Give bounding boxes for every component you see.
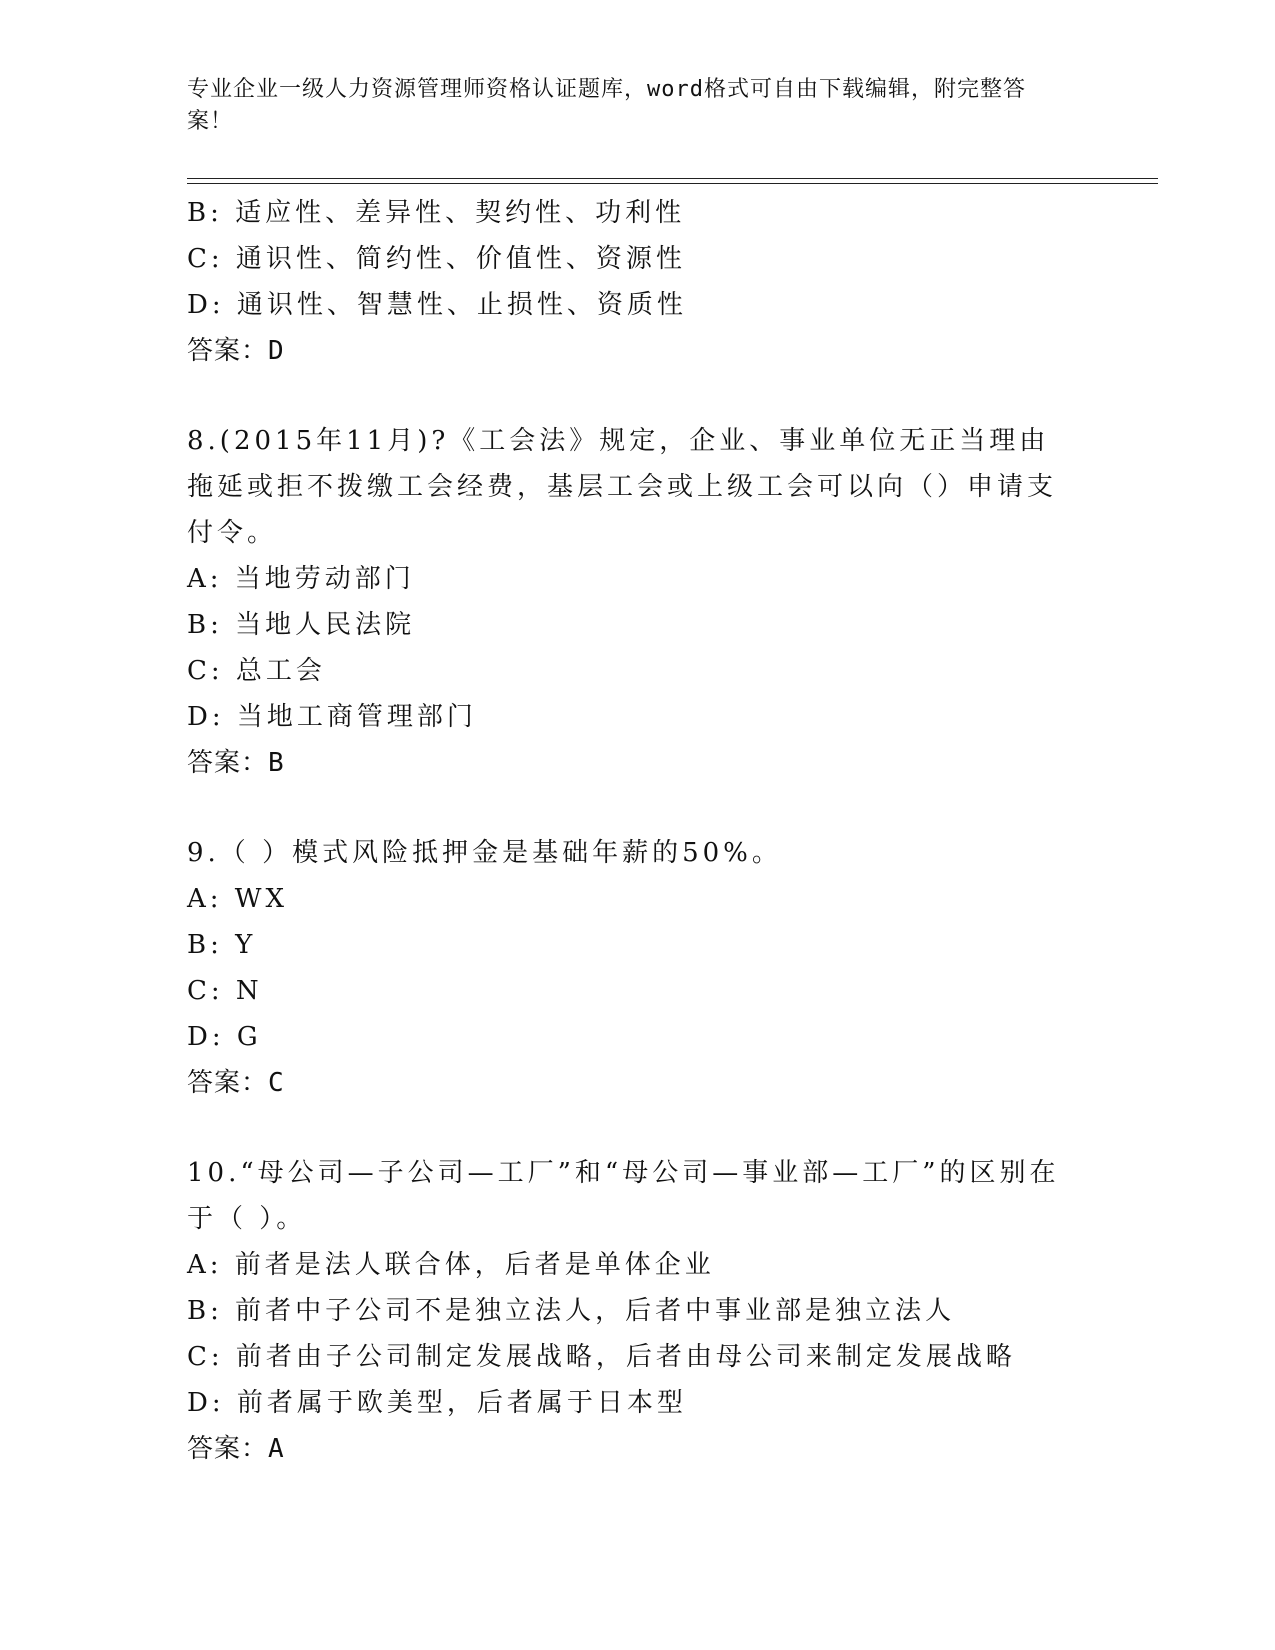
question-8 — [187, 418, 1087, 786]
question-text: 9.（ ）模式风险抵押金是基础年薪的50%。 — [187, 838, 782, 868]
answer-line: 答案：C — [187, 1068, 285, 1098]
question-text: 8.(2015年11月)?《工会法》规定，企业、事业单位无正当理由拖延或拒不拨缴工会经费，基层工会或上级工会可以向（）申请支付令。 — [187, 426, 1058, 548]
question-9 — [187, 830, 1087, 1106]
option-d: D: G — [187, 1022, 262, 1052]
option-d: D: 前者属于欧美型，后者属于日本型 — [187, 1388, 687, 1418]
option-c: C: 前者由子公司制定发展战略，后者由母公司来制定发展战略 — [187, 1342, 1016, 1372]
answer-line: 答案：A — [187, 1434, 285, 1464]
option-b: B: 适应性、差异性、契约性、功利性 — [187, 198, 686, 228]
question-7-continued — [187, 190, 1087, 374]
option-a: A: 当地劳动部门 — [187, 564, 415, 594]
option-d: D: 通识性、智慧性、止损性、资质性 — [187, 290, 687, 320]
header-divider-top — [187, 178, 1158, 179]
question-text: 10.“母公司—子公司—工厂”和“母公司—事业部—工厂”的区别在于（ ）。 — [187, 1158, 1060, 1234]
option-b: B: 前者中子公司不是独立法人，后者中事业部是独立法人 — [187, 1296, 956, 1326]
option-a: A: 前者是法人联合体，后者是单体企业 — [187, 1250, 715, 1280]
option-c: C: 总工会 — [187, 656, 326, 686]
question-10 — [187, 1150, 1087, 1472]
option-a: A: WX — [187, 884, 289, 914]
option-b: B: Y — [187, 930, 257, 960]
option-c: C: N — [187, 976, 263, 1006]
page-header: 专业企业一级人力资源管理师资格认证题库，word格式可自由下载编辑，附完整答案！ — [187, 77, 1026, 134]
header-divider-bottom — [187, 183, 1158, 184]
option-d: D: 当地工商管理部门 — [187, 702, 477, 732]
question-list — [187, 190, 1087, 1472]
answer-line: 答案：B — [187, 748, 285, 778]
option-c: C: 通识性、简约性、价值性、资源性 — [187, 244, 686, 274]
answer-line: 答案：D — [187, 336, 285, 366]
option-b: B: 当地人民法院 — [187, 610, 416, 640]
